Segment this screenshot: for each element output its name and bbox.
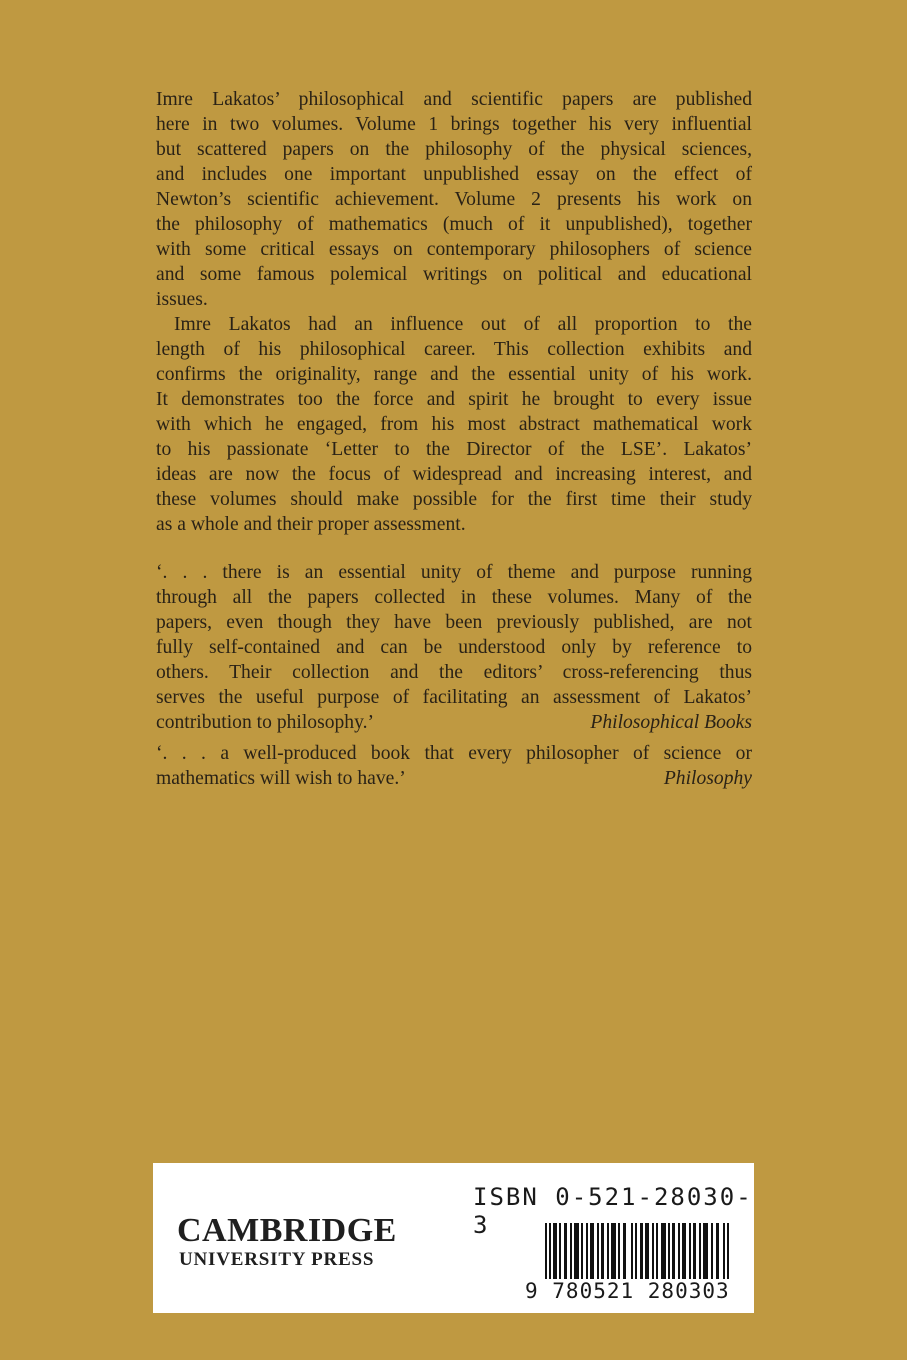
text-line: and some famous polemical writings on political and educational xyxy=(156,264,752,285)
quote-source: Philosophical Books xyxy=(590,712,752,733)
publisher-logo xyxy=(177,1213,397,1271)
quote-line: serves the useful purpose of facilitating an assessment of Lakatos’ xyxy=(156,687,752,708)
quote-line: mathematics will wish to have.’ xyxy=(156,768,406,789)
barcode-digits: 9 780521 280303 xyxy=(525,1279,730,1303)
text-line: Imre Lakatos had an influence out of all proportion to the xyxy=(174,314,752,335)
publisher-name: CAMBRIDGE xyxy=(177,1212,397,1249)
quote-attribution-line xyxy=(156,766,752,791)
description-paragraph-2 xyxy=(156,312,752,537)
quote-line: contribution to philosophy.’ xyxy=(156,712,375,733)
text-line: confirms the originality, range and the essential unity of his work. xyxy=(156,364,752,385)
text-line: and includes one important unpublished essay on the effect of xyxy=(156,164,752,185)
quote-line: ‘. . . a well-produced book that every philosopher of science or xyxy=(156,743,752,764)
quote-line: papers, even though they have been previously published, are not xyxy=(156,612,752,633)
quote-line: through all the papers collected in these volumes. Many of the xyxy=(156,587,752,608)
text-line: It demonstrates too the force and spirit he brought to every issue xyxy=(156,389,752,410)
quote-line: fully self-contained and can be understood only by reference to xyxy=(156,637,752,658)
barcode-label-panel xyxy=(153,1163,754,1313)
isbn-number: ISBN 0-521-28030-3 xyxy=(473,1183,753,1239)
text-line: with some critical essays on contemporary philosophers of science xyxy=(156,239,752,260)
quote-attribution-line xyxy=(156,710,752,735)
description-text xyxy=(156,87,752,537)
quote-source: Philosophy xyxy=(663,768,752,789)
review-quote-1 xyxy=(156,560,752,735)
quote-line: ‘. . . there is an essential unity of theme and purpose running xyxy=(156,562,752,583)
publisher-subtitle: UNIVERSITY PRESS xyxy=(179,1249,375,1270)
review-quote-2 xyxy=(156,741,752,791)
text-line: the philosophy of mathematics (much of it unpublished), together xyxy=(156,214,752,235)
text-line: ideas are now the focus of widespread and increasing interest, and xyxy=(156,464,752,485)
text-line: to his passionate ‘Letter to the Director of the LSE’. Lakatos’ xyxy=(156,439,752,460)
text-line: with which he engaged, from his most abstract mathematical work xyxy=(156,414,752,435)
text-line: Newton’s scientific achievement. Volume 2 presents his work on xyxy=(156,189,752,210)
text-line: length of his philosophical career. This collection exhibits and xyxy=(156,339,752,360)
text-line: issues. xyxy=(156,289,208,310)
description-paragraph-1 xyxy=(156,87,752,312)
text-line: but scattered papers on the philosophy of the physical sciences, xyxy=(156,139,752,160)
text-line: these volumes should make possible for the first time their study xyxy=(156,489,752,510)
text-line: as a whole and their proper assessment. xyxy=(156,514,466,535)
text-line: Imre Lakatos’ philosophical and scientific papers are published xyxy=(156,89,752,110)
text-line: here in two volumes. Volume 1 brings together his very influential xyxy=(156,114,752,135)
quote-line: others. Their collection and the editors’ cross-referencing thus xyxy=(156,662,752,683)
